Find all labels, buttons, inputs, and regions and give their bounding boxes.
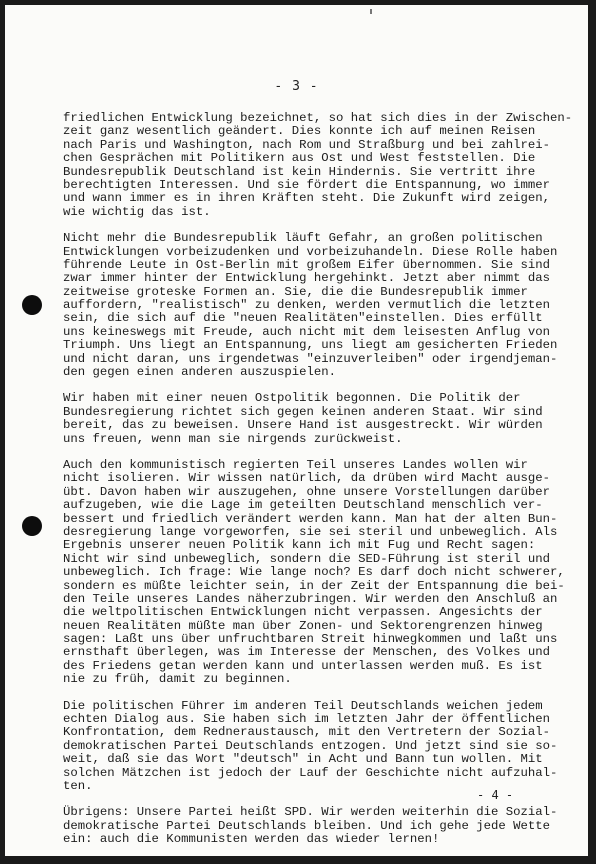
- text-line: und nicht daran, uns irgendetwas "einzuverleiben" oder irgendjeman-: [63, 351, 558, 366]
- text-line: Auch den kommunistisch regierten Teil unseres Landes wollen wir: [63, 457, 528, 472]
- text-line: Übrigens: Unsere Partei heißt SPD. Wir werden weiterhin die Sozial-: [63, 805, 558, 820]
- text-line: auffordern, "realistisch" zu denken, werden vermutlich die letzten: [63, 298, 551, 313]
- text-line: zeit ganz wesentlich geändert. Dies konnte ich auf meinen Reisen: [63, 124, 536, 139]
- text-line: bereit, das zu beweisen. Unsere Hand ist ausgestreckt. Wir würden: [63, 418, 543, 433]
- text-line: demokratische Partei Deutschlands bleiben. Und ich gehe jede Wette: [63, 818, 551, 833]
- text-line: unbeweglich. Ich frage: Wie lange noch? Es darf doch nicht schwerer,: [63, 565, 565, 580]
- text-line: des Friedens getan werden kann und unterlassen werden muß. Es ist: [63, 658, 543, 673]
- text-line: ein: auch die Kommunisten werden das wieder lernen!: [63, 832, 440, 847]
- paragraph-6: [63, 805, 558, 847]
- text-line: echten Dialog aus. Sie haben sich im letzten Jahr der öffentlichen: [63, 712, 551, 727]
- text-line: Triumph. Uns liegt an Entspannung, uns liegt am gesicherten Frieden: [63, 338, 558, 353]
- text-line: sagen: Laßt uns über unfruchtbaren Streit hinwegkommen und laßt uns: [63, 632, 558, 647]
- paragraph-1: [63, 111, 573, 219]
- text-line: nicht isolieren. Wir wissen natürlich, da drüben wird Macht ausge-: [63, 471, 551, 486]
- text-line: uns freuen, wenn man sie nirgends zurückweist.: [63, 431, 403, 446]
- paragraph-2: [63, 231, 558, 380]
- paragraph-4: [63, 457, 565, 687]
- text-line: neuen Realitäten müßte man über Zonen- und Sektorengrenzen hinweg: [63, 618, 543, 633]
- text-line: Bundesrepublik Deutschland ist kein Hindernis. Sie vertritt ihre: [63, 164, 536, 179]
- text-line: ten.: [63, 778, 93, 793]
- text-line: Ergebnis unserer neuen Politik kann ich mit Fug und Recht sagen:: [63, 538, 536, 553]
- scan-mark: [370, 9, 372, 14]
- text-line: weit, daß sie das Wort "deutsch" in Acht und Bann tun wollen. Mit: [63, 752, 543, 767]
- text-line: aufzugeben, wie die Lage im geteilten Deutschland menschlich ver-: [63, 498, 543, 513]
- text-line: und wann immer es in ihren Kräften steht. Die Zukunft wird zeigen,: [63, 191, 551, 206]
- paragraph-5: [63, 698, 558, 794]
- text-line: zwar immer hinter der Entwicklung hergehinkt. Jetzt aber nimmt das: [63, 271, 551, 286]
- text-line: sondern es müßte leichter sein, in der Zeit der Entspannung die bei-: [63, 578, 565, 593]
- text-line: zeitweise groteske Formen an. Sie, die die Bundesrepublik immer: [63, 284, 528, 299]
- text-line: desregierung lange vorgeworfen, sie sei steril und unbeweglich. Als: [63, 524, 558, 539]
- next-page-marker: - 4 -: [477, 788, 514, 802]
- text-line: nie zu früh, damit zu beginnen.: [63, 672, 292, 687]
- text-line: wie wichtig das ist.: [63, 204, 211, 219]
- punch-hole-top: [22, 295, 42, 315]
- text-line: führende Leute in Ost-Berlin mit großem Eifer übernommen. Sie sind: [63, 257, 551, 272]
- text-line: Bundesregierung richtet sich gegen keinen anderen Staat. Wir sind: [63, 404, 543, 419]
- text-line: den gegen einen anderen auszuspielen.: [63, 365, 337, 380]
- text-line: berechtigten Interessen. Und sie fördert die Entspannung, wo immer: [63, 177, 551, 192]
- text-line: uns keineswegs mit Freude, auch nicht mit dem leisesten Anflug von: [63, 324, 551, 339]
- body-text: [63, 111, 573, 856]
- text-line: ernsthaft überlegen, was im Interesse der Menschen, des Volkes und: [63, 645, 551, 660]
- text-line: friedlichen Entwicklung bezeichnet, so hat sich dies in der Zwischen-: [63, 111, 573, 125]
- document-page: [5, 5, 588, 856]
- text-line: bessert und friedlich verändert werden kann. Man hat der alten Bun-: [63, 511, 558, 526]
- text-line: Nicht mehr die Bundesrepublik läuft Gefahr, an großen politischen: [63, 231, 543, 246]
- page-number: - 3 -: [274, 79, 319, 94]
- text-line: Konfrontation, dem Redneraustausch, mit den Vertretern der Sozial-: [63, 725, 551, 740]
- text-line: sein, die sich auf die "neuen Realitäten"einstellen. Dies erfüllt: [63, 311, 543, 326]
- text-line: chen Gesprächen mit Politikern aus Ost und West feststellen. Die: [63, 151, 536, 166]
- text-line: demokratischen Partei Deutschlands entzogen. Und jetzt sind sie so-: [63, 738, 558, 753]
- text-line: Entwicklungen vorbeizudenken und vorbeizuhandeln. Diese Rolle haben: [63, 244, 558, 259]
- text-line: solchen Mätzchen ist jedoch der Lauf der Geschichte nicht aufzuhal-: [63, 765, 558, 780]
- text-line: Wir haben mit einer neuen Ostpolitik begonnen. Die Politik der: [63, 391, 521, 406]
- punch-hole-bottom: [22, 516, 42, 536]
- text-line: nach Paris und Washington, nach Rom und Straßburg und bei zahlrei-: [63, 137, 551, 152]
- text-line: Nicht wir sind unbeweglich, sondern die SED-Führung ist steril und: [63, 551, 551, 566]
- text-line: übt. Davon haben wir auszugehen, ohne unsere Vorstellungen darüber: [63, 484, 551, 499]
- text-line: den Teile unseres Landes näherzubringen. Wir werden den Anschluß an: [63, 591, 558, 606]
- text-line: Die politischen Führer im anderen Teil Deutschlands weichen jedem: [63, 698, 543, 713]
- paragraph-3: [63, 392, 549, 446]
- text-line: die weltpolitischen Entwicklungen nicht verpassen. Angesichts der: [63, 605, 543, 620]
